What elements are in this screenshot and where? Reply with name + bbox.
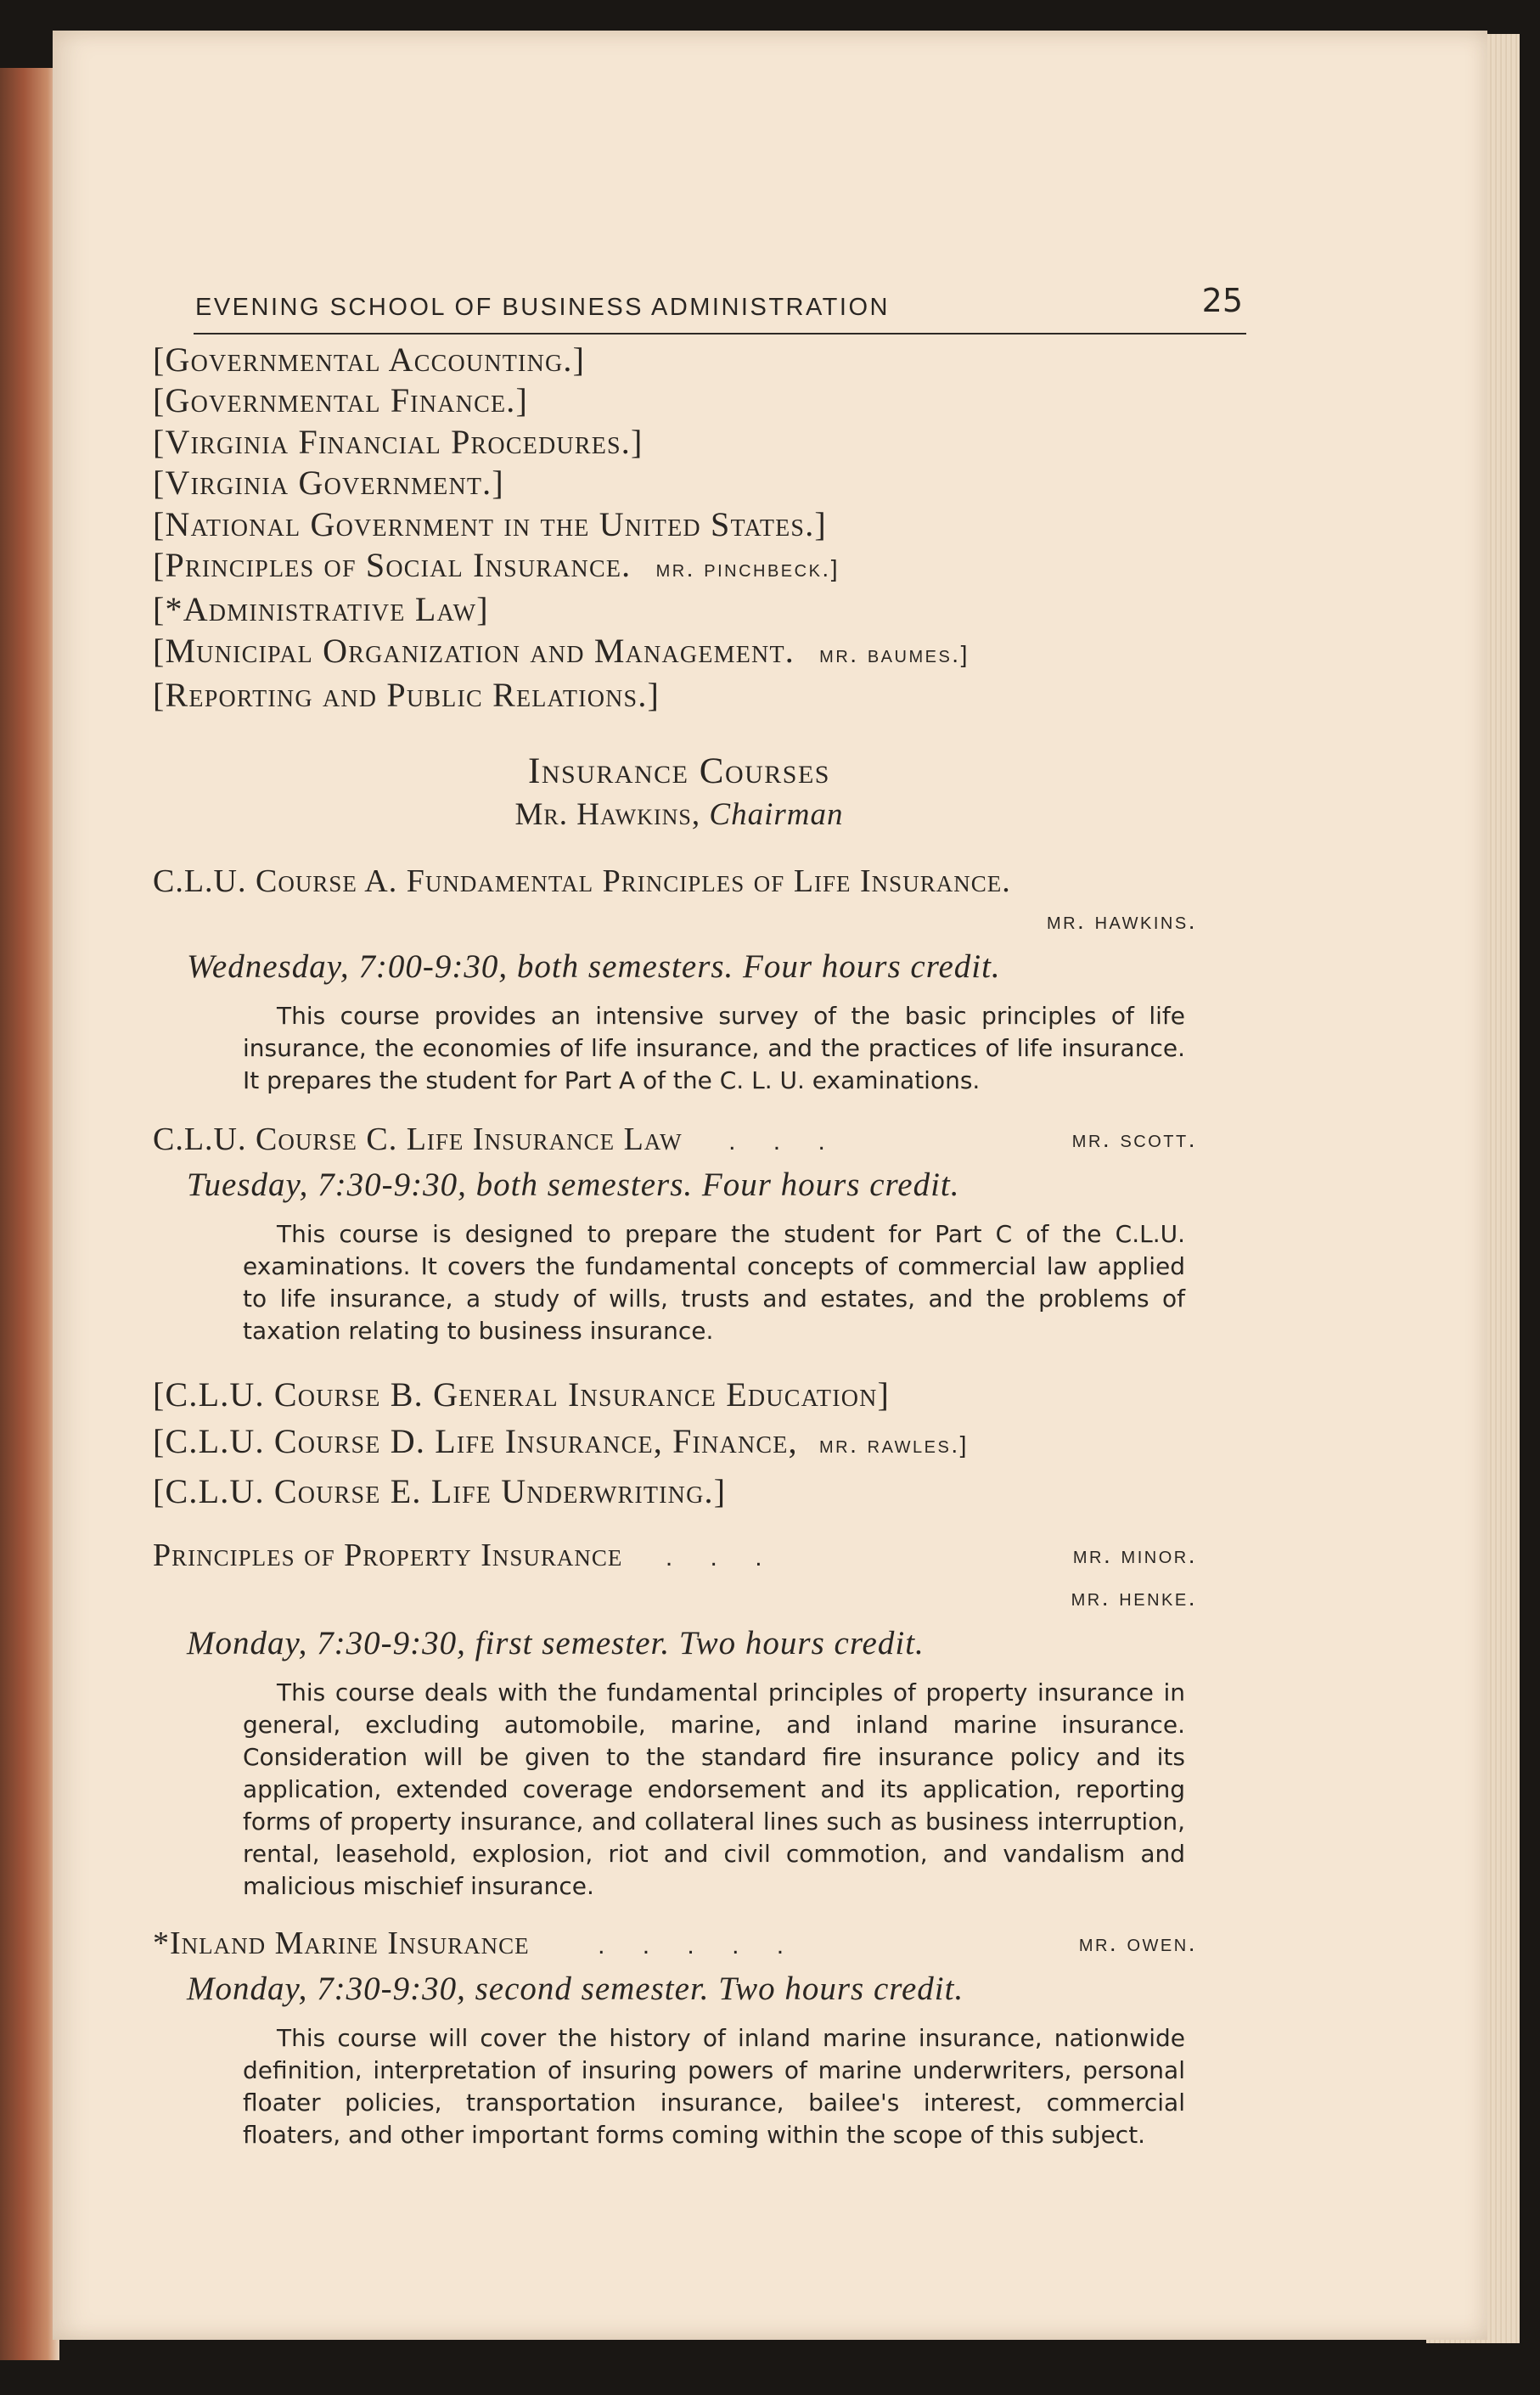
bracketed-course: [Governmental Finance.] (153, 381, 528, 420)
course-instructor: mr. rawles.] (818, 1431, 969, 1458)
leader-dots: . . . (728, 1127, 840, 1155)
course-instructor: mr. hawkins. (1046, 907, 1197, 934)
course-description: This course provides an intensive survey of the basic principles of life insurance, the economies of life insurance, and the practices of life insurance. It prepares the student for Part A of the C. L. U. examinations. (243, 1001, 1185, 1094)
chair-name: Mr. Hawkins, (514, 796, 701, 832)
bracketed-course: [Governmental Accounting.] (153, 340, 586, 379)
course-instructor: mr. minor. (1072, 1541, 1197, 1568)
course-title: C.L.U. Course C. Life Insurance Law (153, 1121, 683, 1157)
course-entry (153, 1535, 1206, 1903)
course-schedule: Tuesday, 7:30-9:30, both semesters. Four hours credit. (187, 1166, 960, 1203)
course-instructor: mr. scott. (1071, 1125, 1197, 1152)
header-title: EVENING SCHOOL OF BUSINESS ADMINISTRATION (195, 294, 890, 321)
bracketed-course: [National Government in the United States.] (153, 504, 827, 543)
course-title: *Inland Marine Insurance (153, 1925, 530, 1961)
bracketed-course: [Reporting and Public Relations.] (153, 676, 660, 715)
section-title: Insurance Courses (528, 751, 830, 791)
course-title-row (153, 1119, 1206, 1162)
course-instructor-line (153, 1578, 1206, 1621)
bracketed-list-mid (153, 1371, 1206, 1515)
bracketed-course: [C.L.U. Course B. General Insurance Education] (153, 1375, 891, 1414)
course-entry (153, 1923, 1206, 2151)
bracketed-course-row (153, 631, 1206, 675)
bracketed-course: [Virginia Government.] (153, 464, 504, 503)
course-entry (153, 1119, 1206, 1347)
chair-role: Chairman (709, 796, 844, 832)
course-title: Principles of Property Insurance (153, 1537, 623, 1573)
bracketed-course: [Municipal Organization and Management. (153, 631, 795, 670)
course-schedule: Wednesday, 7:00-9:30, both semesters. Four hours credit. (187, 947, 1001, 985)
leader-dots: . . . . . (598, 1931, 800, 1959)
course-instructor: mr. pinchbeck.] (655, 555, 840, 582)
course-instructor-line (153, 902, 1206, 944)
page-number: 25 (1201, 282, 1243, 319)
page-content (153, 340, 1206, 2151)
course-instructor: mr. henke. (1071, 1583, 1197, 1611)
course-instructor: mr. baumes.] (819, 640, 970, 667)
running-header (194, 277, 1246, 335)
course-instructor: mr. owen. (1078, 1929, 1197, 1956)
section-chair (153, 795, 1206, 835)
course-title: C.L.U. Course A. Fundamental Principles of Life Insurance. (153, 863, 1011, 899)
course-description: This course is designed to prepare the student for Part C of the C.L.U. examinations. It covers the fundamental concepts of commercial law applied to life insurance, a study of wills, trusts and estates, and the problems of taxation relating to business insurance. (243, 1219, 1185, 1345)
bracketed-course: [C.L.U. Course E. Life Underwriting.] (153, 1471, 727, 1510)
leader-dots: . . . (665, 1543, 778, 1571)
course-entry (153, 861, 1206, 1097)
bracketed-course: [Principles of Social Insurance. (153, 546, 632, 585)
course-description: This course will cover the history of inland marine insurance, nationwide definition, interpretation of insuring powers of marine underwriters, personal floater policies, transportation insurance, bailee's interest, commercial floaters, and other important forms coming within the scope of this subject. (243, 2023, 1185, 2149)
bracketed-course-row (153, 545, 1206, 589)
bracketed-course: [C.L.U. Course D. Life Insurance, Finance, (153, 1421, 798, 1460)
bracketed-course: [Virginia Financial Procedures.] (153, 422, 644, 461)
course-title-row (153, 1923, 1206, 1966)
course-title-row (153, 1535, 1206, 1578)
course-schedule: Monday, 7:30-9:30, first semester. Two hours credit. (187, 1624, 925, 1661)
course-description: This course deals with the fundamental principles of property insurance in general, excluding automobile, marine, and inland marine insurance. Consideration will be given to the standard fire insurance policy and its application, extended coverage endorsement and its application, reporting forms of property insurance, and collateral lines such as business interruption, rental, leasehold, explosion, riot and civil commotion, and vandalism and malicious mischief insurance. (243, 1678, 1185, 1900)
bracketed-course-row (153, 1418, 1206, 1468)
course-schedule: Monday, 7:30-9:30, second semester. Two hours credit. (187, 1970, 964, 2007)
book-spine-left (0, 68, 59, 2360)
bracketed-course: [*Administrative Law] (153, 590, 489, 629)
